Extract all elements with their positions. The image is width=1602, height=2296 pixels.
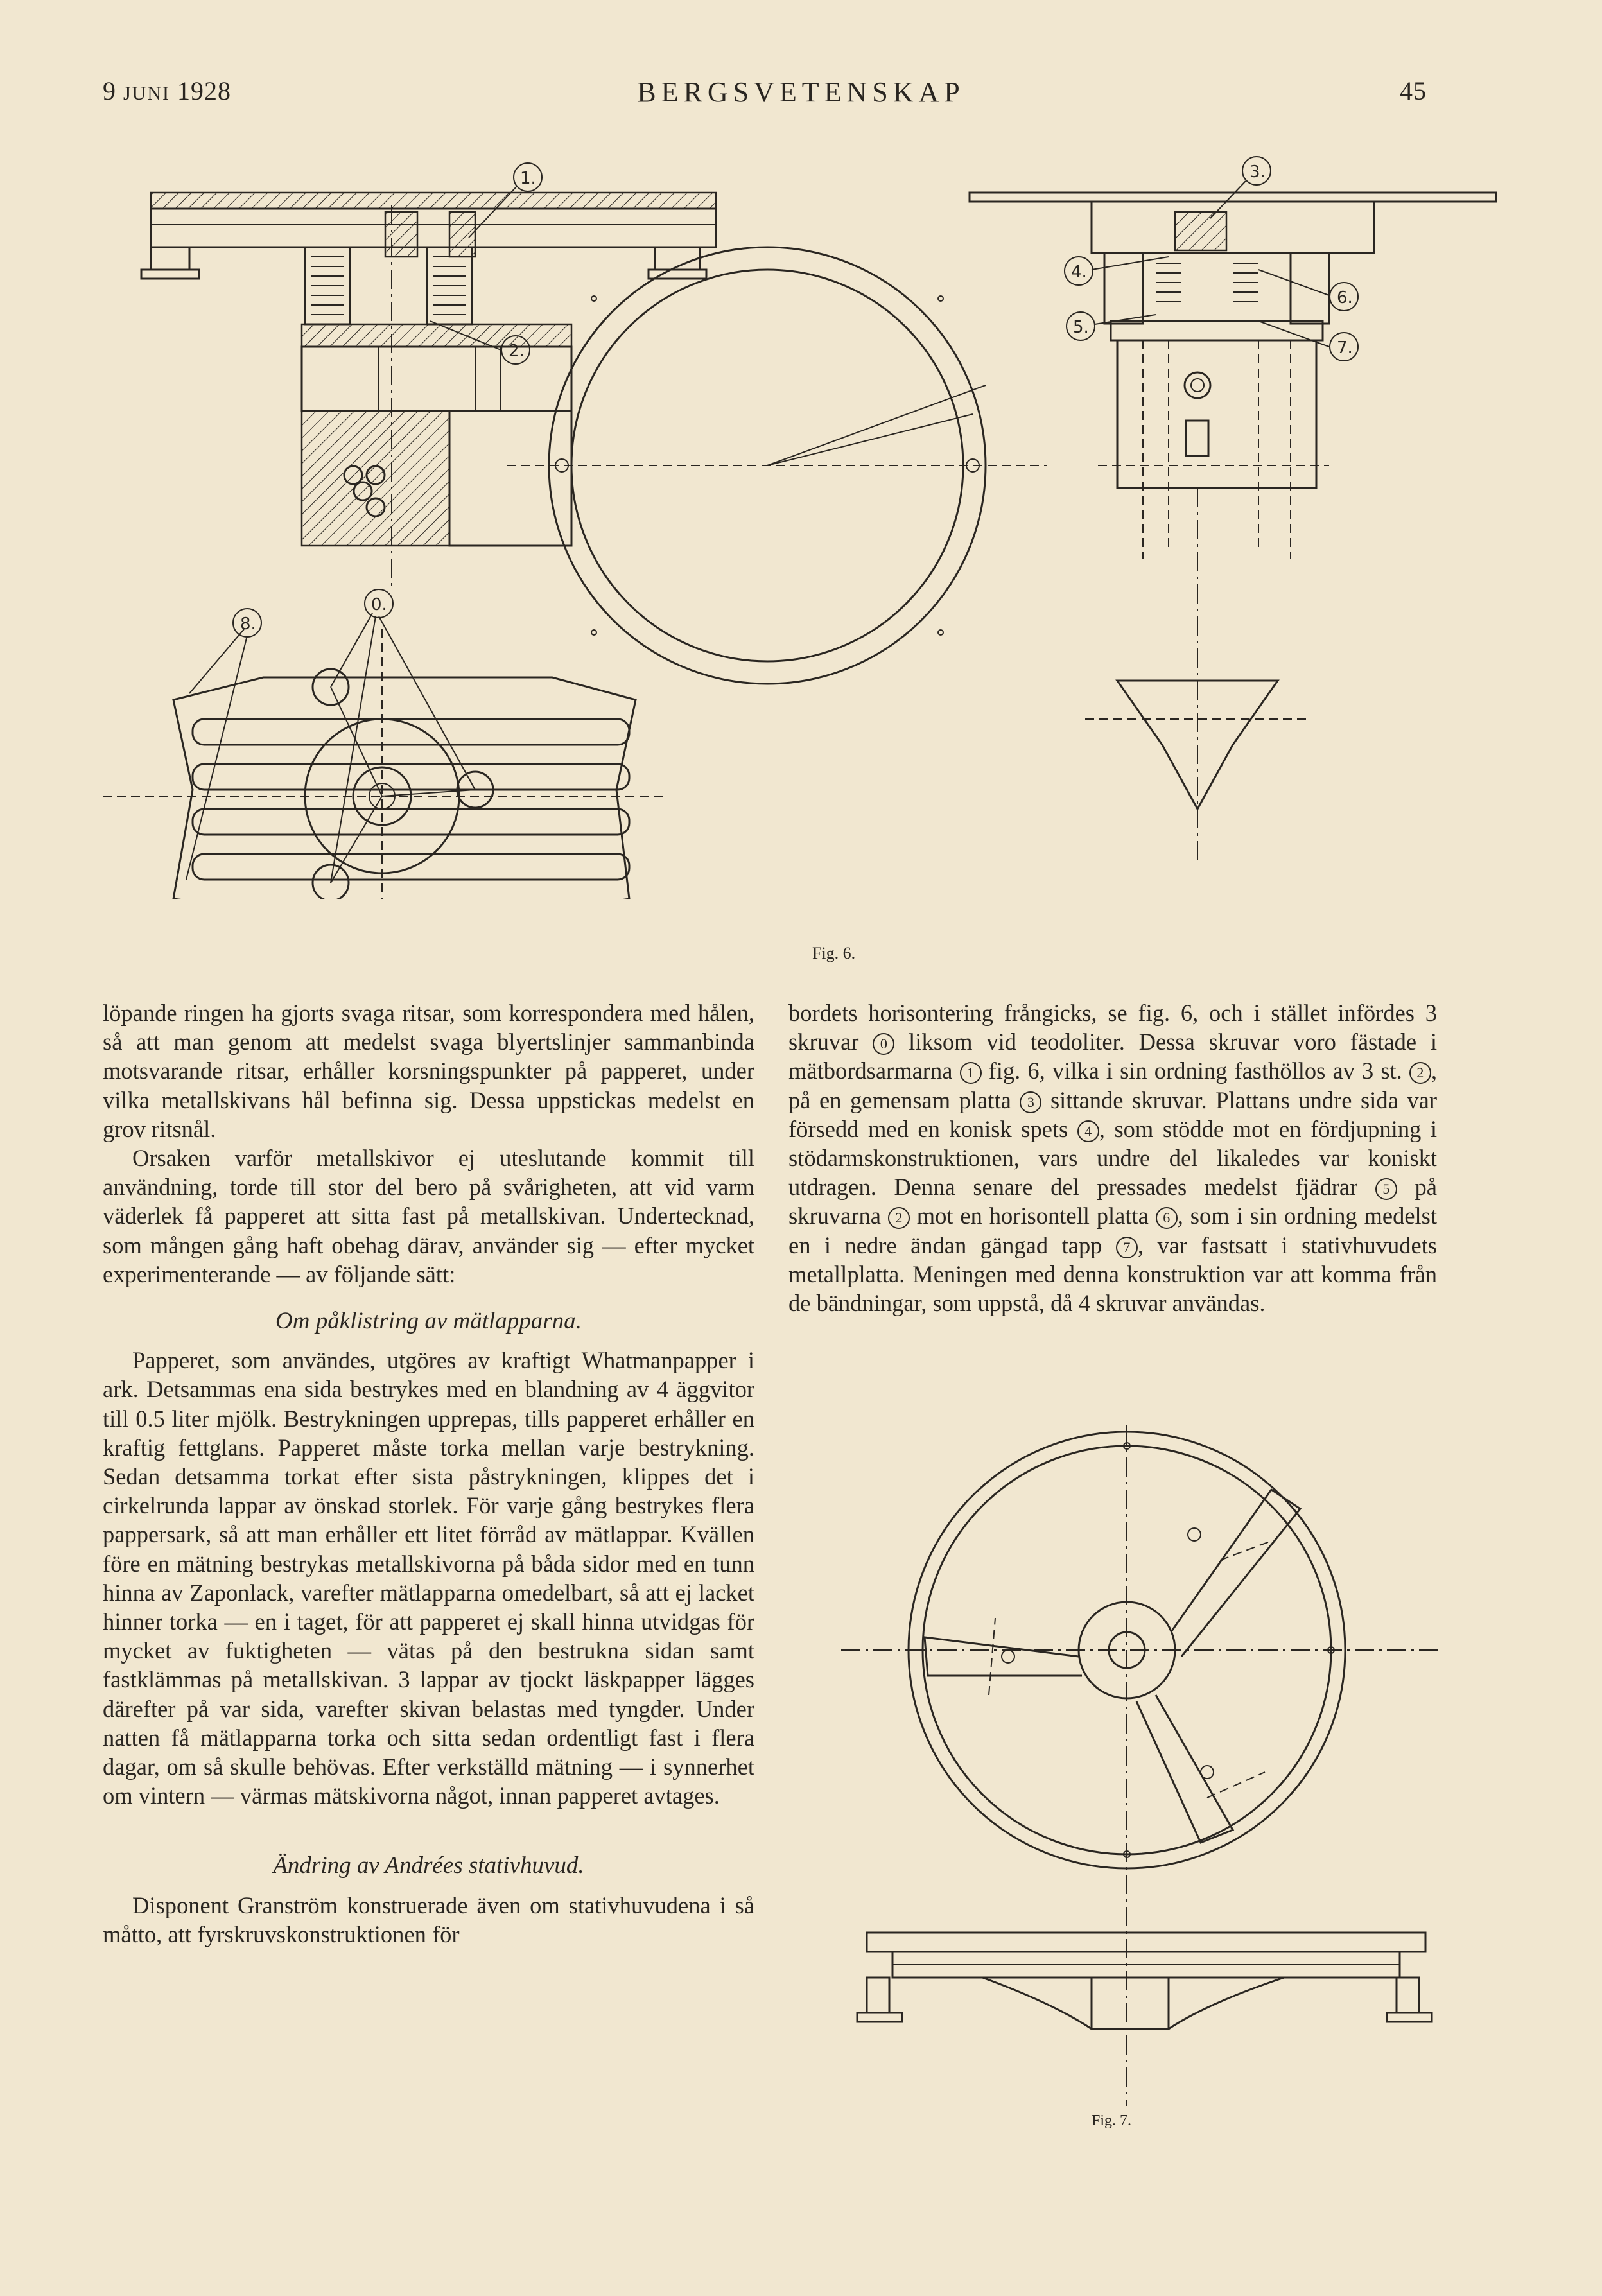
callout-3: 3. xyxy=(1249,162,1266,182)
left-text-column xyxy=(103,998,754,1949)
ref-circle-3: 3 xyxy=(1020,1091,1041,1113)
figure-6-caption: Fig. 6. xyxy=(812,944,856,962)
paragraph-5: bordets horisontering frångicks, se fig. 6, och i stället infördes 3 skruvar 0 liksom vid teodoliter. Dessa skruvar voro fästade i mätbordsarmarna 1 fig. 6, vilka i sin ordning fasthöllos av 3 st. 2 , på en gemensam platta 3 sittande skruvar. Plattans undre sida var försedd med en konisk spets 4 , som stödde mot en fördjupning i stödarmskonstruktionen, vars undre del likaledes var koniskt utdragen. Denna senare del pressades medelst fjädrar 5 på skruvarna 2 mot en horisontell platta 6 , som i sin ordning medelst en i nedre ändan gängad tapp 7 , var fastsatt i stativhuvudets metallplatta. Meningen med denna konstruktion var att komma från de bändningar, som uppstå, då 4 skruvar användas. xyxy=(788,1000,1438,1317)
callout-1: 1. xyxy=(520,169,536,188)
date-month: JUNI xyxy=(123,83,170,104)
section-heading-andring: Ändring av Andrées stativhuvud. xyxy=(273,1852,584,1879)
paragraph-4: Disponent Granström konstruerade även om stativhuvudena i så måtto, att fyrskruvskonstruktionen för xyxy=(103,1892,754,1947)
disc-plan-view xyxy=(841,1425,1438,2106)
ref-circle-1: 1 xyxy=(960,1062,982,1084)
ref-circle-2b: 2 xyxy=(888,1207,910,1229)
ref-circle-6: 6 xyxy=(1156,1207,1178,1229)
ref-circle-7: 7 xyxy=(1116,1237,1138,1258)
date-year: 1928 xyxy=(177,76,231,105)
section-heading-paklistring: Om påklistring av mätlapparna. xyxy=(275,1308,582,1335)
callout-4: 4. xyxy=(1071,263,1087,282)
date-day: 9 xyxy=(103,76,116,105)
figure-7-drawing xyxy=(822,1425,1451,2119)
figure-7-caption: Fig. 7. xyxy=(1092,2112,1132,2129)
callout-6: 6. xyxy=(1337,288,1353,308)
paragraph-2: Orsaken varför metallskivor ej uteslutande kommit till användning, torde till stor del bero på svårigheten, att vid varm väderlek få papperet att sitta fast på metallskivan. Undertecknad, som mången gång haft obehag därav, använder sig — efter mycket experimenterande — av följande sätt: xyxy=(103,1145,754,1287)
plan-view-arms xyxy=(103,589,668,899)
figure-6-drawing xyxy=(90,128,1502,899)
ref-circle-0: 0 xyxy=(873,1033,894,1055)
disc-side-section xyxy=(857,1933,1432,2029)
ref-circle-5: 5 xyxy=(1375,1178,1397,1200)
right-text-column xyxy=(788,998,1437,1318)
ref-circle-4: 4 xyxy=(1077,1120,1099,1142)
ref-circle-2: 2 xyxy=(1409,1062,1431,1084)
measuring-ring-drawing xyxy=(507,247,1047,684)
paragraph-3: Papperet, som användes, utgöres av kraftigt Whatmanpapper i ark. Detsammas ena sida bestrykes med en blandning av 4 äggvitor till 0.5 liter mjölk. Bestrykningen upprepas, tills papperet erhåller en kraftig fettglans. Papperet måste torka mellan varje bestrykning. Sedan detsamma torkat efter sista påstrykningen, klippes det i cirkelrunda lappar av önskad storlek. För varje gång bestrykes flera pappersark, så att man erhåller ett litet förråd av mätlappar. Kvällen före en mätning bestrykas metallskivorna på båda sidor med en tunn hinna av Zaponlack, varefter mätlapparna omedelbart, så att ej lacket hinner torka — en i taget, för att papperet ej skall hinna utvidgas för mycket av fuktigheten — vätas på den bestrukna sidan samt fastklämmas på metallskivan. 3 lappar av tjockt läskpapper lägges därefter på var sida, varefter skivan belastas med tyngder. Under natten få mätlapparna torka och sitta sedan ordentligt fast i flera dagar, om så skulle behövas. Efter verkställd mätning — i synnerhet om vintern — värmas mätskivorna något, innan papperet avtages. xyxy=(103,1347,754,1809)
callout-7: 7. xyxy=(1337,338,1353,358)
journal-title: BERGSVETENSKAP xyxy=(637,76,965,108)
page-number: 45 xyxy=(1400,76,1427,105)
paragraph-1: löpande ringen ha gjorts svaga ritsar, som korrespondera med hålen, så att man genom att medelst svaga blyertslinjer sammanbinda motsvarande ritsar, erhåller korsningspunkter på papperet, under vilka metallskivans hål befinna sig. Dessa uppstickas medelst en grov ritsnål. xyxy=(103,1000,754,1142)
callout-5: 5. xyxy=(1073,318,1089,337)
callout-8: 8. xyxy=(240,614,256,634)
callout-2: 2. xyxy=(509,342,525,361)
callout-0: 0. xyxy=(371,595,387,614)
left-tripod-head-section xyxy=(141,163,716,591)
right-tripod-head-section xyxy=(970,157,1496,860)
